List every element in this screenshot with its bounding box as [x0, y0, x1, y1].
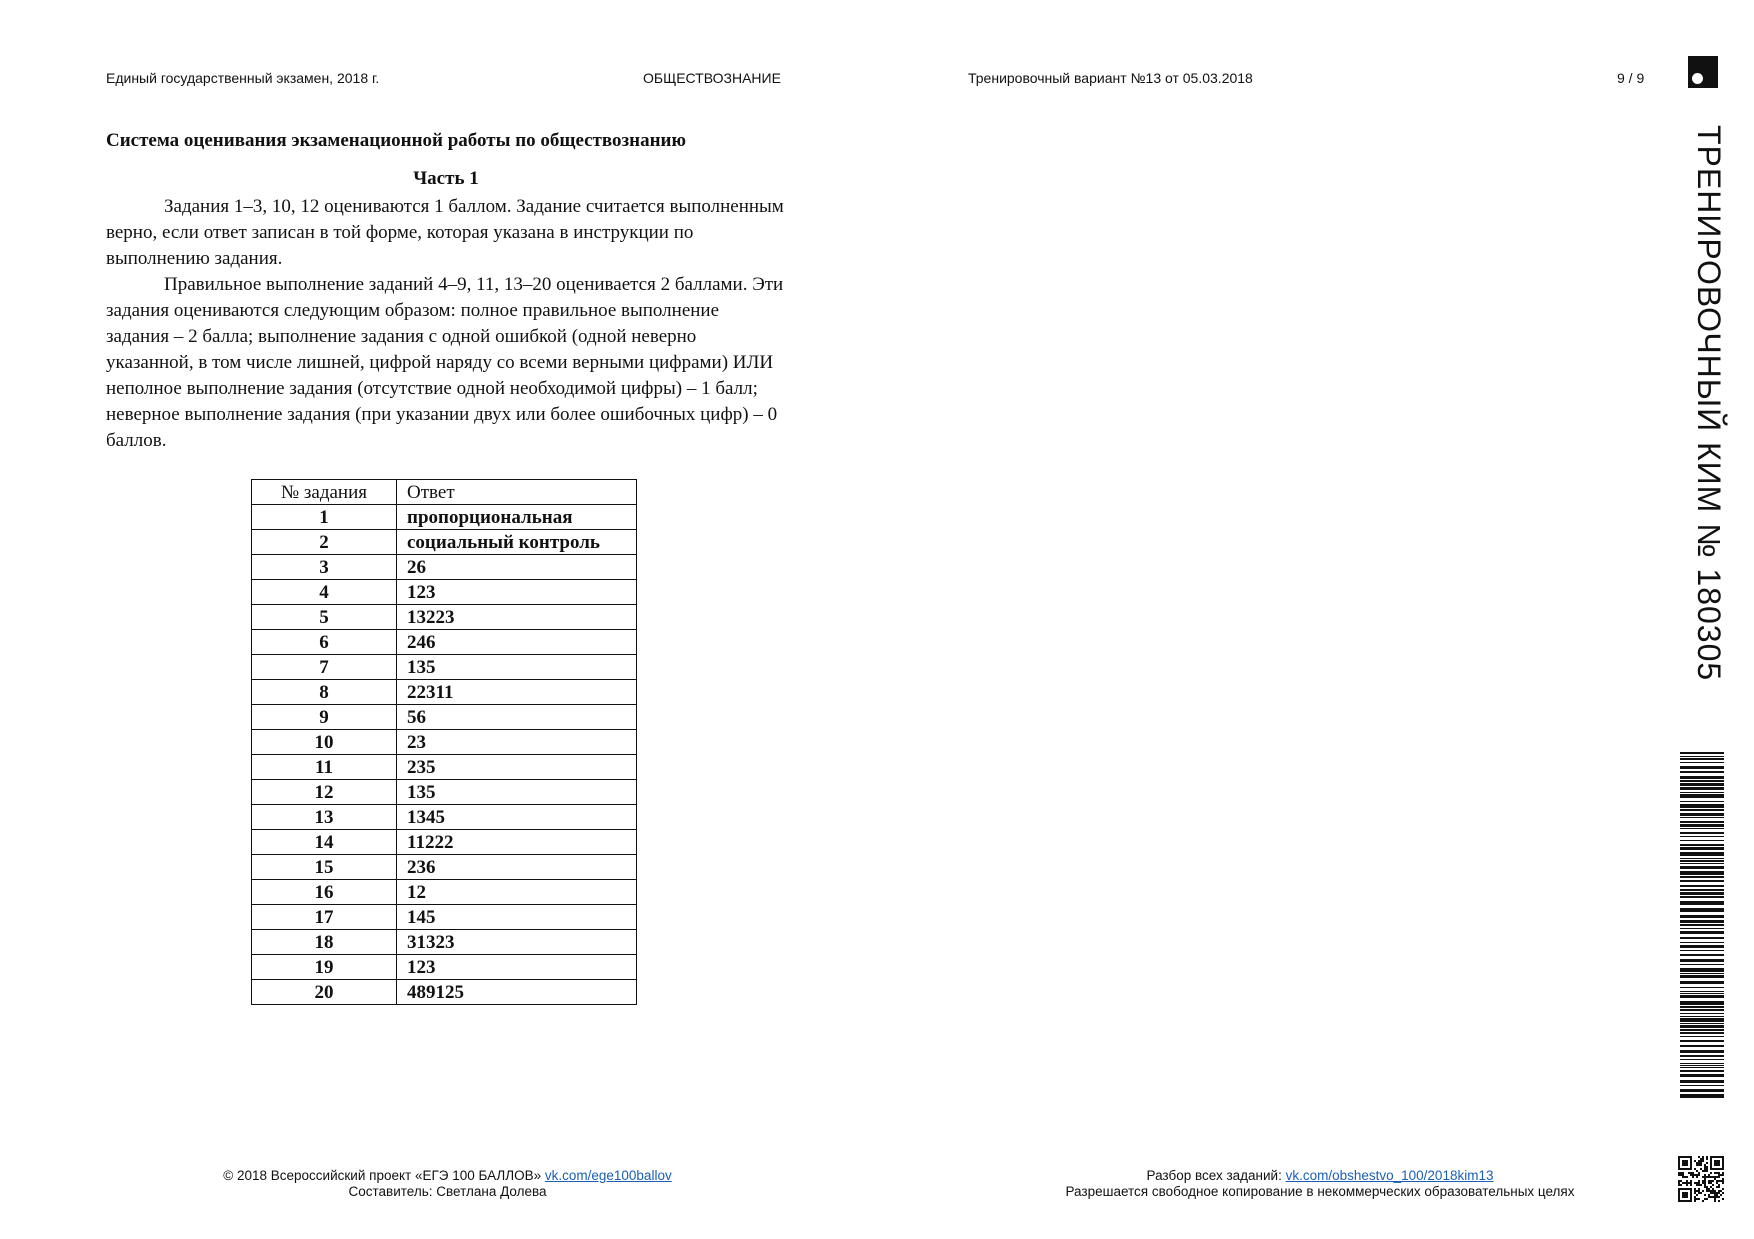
table-row	[252, 880, 637, 905]
table-row	[252, 630, 637, 655]
footer-right	[1010, 1168, 1630, 1200]
answer-cell: 23	[397, 730, 637, 755]
copyright-link[interactable]: vk.com/ege100ballov	[544, 1168, 672, 1183]
table-row	[252, 955, 637, 980]
answer-cell: 1345	[397, 805, 637, 830]
answer-cell: социальный контроль	[397, 530, 637, 555]
table-header-row	[252, 480, 637, 505]
answer-cell: 12	[397, 880, 637, 905]
table-row	[252, 505, 637, 530]
task-number-cell: 1	[252, 505, 397, 530]
task-number-cell: 3	[252, 555, 397, 580]
column-header-answer: Ответ	[397, 480, 637, 505]
paragraph-text: Задания 1–3, 10, 12 оцениваются 1 баллом. Задание считается выполненным верно, если ответ записан в той форме, которая указана в инструкции по выполнению задания.	[106, 196, 784, 269]
task-number-cell: 12	[252, 780, 397, 805]
header-exam: Единый государственный экзамен, 2018 г.	[106, 70, 380, 86]
answer-cell: 145	[397, 905, 637, 930]
task-number-cell: 14	[252, 830, 397, 855]
header-subject: ОБЩЕСТВОЗНАНИЕ	[643, 70, 781, 86]
author-text: Составитель: Светлана Долева	[348, 1184, 547, 1199]
answer-cell: 56	[397, 705, 637, 730]
answer-cell: 123	[397, 955, 637, 980]
table-row	[252, 705, 637, 730]
task-number-cell: 15	[252, 855, 397, 880]
qr-code-icon	[1678, 1156, 1724, 1202]
task-number-cell: 6	[252, 630, 397, 655]
table-row	[252, 605, 637, 630]
table-row	[252, 530, 637, 555]
table-row	[252, 755, 637, 780]
page-number: 9 / 9	[1617, 70, 1645, 86]
task-number-cell: 10	[252, 730, 397, 755]
answer-cell: 123	[397, 580, 637, 605]
table-row	[252, 830, 637, 855]
document-title: Система оценивания экзаменационной работы по обществознанию	[106, 130, 687, 151]
answer-cell: 22311	[397, 680, 637, 705]
task-number-cell: 4	[252, 580, 397, 605]
table-row	[252, 905, 637, 930]
answer-cell: 135	[397, 780, 637, 805]
task-number-cell: 5	[252, 605, 397, 630]
task-number-cell: 2	[252, 530, 397, 555]
table-row	[252, 680, 637, 705]
paragraph-scoring-1	[106, 194, 786, 272]
task-number-cell: 11	[252, 755, 397, 780]
task-number-cell: 18	[252, 930, 397, 955]
table-row	[252, 555, 637, 580]
paragraph-scoring-2	[106, 272, 786, 454]
analysis-label: Разбор всех заданий:	[1146, 1168, 1282, 1183]
barcode-icon	[1680, 752, 1724, 1100]
answer-cell: 235	[397, 755, 637, 780]
task-number-cell: 7	[252, 655, 397, 680]
paragraph-text: Правильное выполнение заданий 4–9, 11, 13–20 оценивается 2 баллами. Эти задания оцениваются следующим образом: полное правильное выполнение задания – 2 балла; выполнение задания с одной ошибкой (одной неверно указанной, в том числе лишней, цифрой наряду со всеми верными цифрами) ИЛИ неполное выполнение задания (отсутствие одной необходимой цифры) – 1 балл; неверное выполнение задания (при указании двух или более ошибочных цифр) – 0 баллов.	[106, 274, 784, 451]
answer-cell: 11222	[397, 830, 637, 855]
license-text: Разрешается свободное копирование в некоммерческих образовательных целях	[1065, 1184, 1575, 1199]
copyright-text: © 2018 Всероссийский проект «ЕГЭ 100 БАЛЛОВ»	[223, 1168, 542, 1183]
answer-cell: 489125	[397, 980, 637, 1005]
part-title: Часть 1	[413, 168, 479, 189]
task-number-cell: 16	[252, 880, 397, 905]
answer-cell: 246	[397, 630, 637, 655]
answer-cell: 31323	[397, 930, 637, 955]
table-row	[252, 580, 637, 605]
table-row	[252, 655, 637, 680]
table-row	[252, 930, 637, 955]
table-row	[252, 805, 637, 830]
table-row	[252, 980, 637, 1005]
analysis-link[interactable]: vk.com/obshestvo_100/2018kim13	[1285, 1168, 1494, 1183]
task-number-cell: 20	[252, 980, 397, 1005]
table-row	[252, 855, 637, 880]
answer-cell: 135	[397, 655, 637, 680]
task-number-cell: 8	[252, 680, 397, 705]
answers-table	[251, 479, 637, 1005]
table-row	[252, 730, 637, 755]
answer-cell: 26	[397, 555, 637, 580]
corner-marker-icon	[1688, 56, 1718, 88]
task-number-cell: 19	[252, 955, 397, 980]
footer-left	[180, 1168, 715, 1200]
answer-cell: 13223	[397, 605, 637, 630]
task-number-cell: 9	[252, 705, 397, 730]
table-row	[252, 780, 637, 805]
answer-cell: 236	[397, 855, 637, 880]
task-number-cell: 17	[252, 905, 397, 930]
answer-cell: пропорциональная	[397, 505, 637, 530]
task-number-cell: 13	[252, 805, 397, 830]
header-variant: Тренировочный вариант №13 от 05.03.2018	[968, 70, 1253, 86]
column-header-task-number: № задания	[252, 480, 397, 505]
vertical-variant-title: ТРЕНИРОВОЧНЫЙ КИМ № 180305	[1691, 125, 1727, 682]
